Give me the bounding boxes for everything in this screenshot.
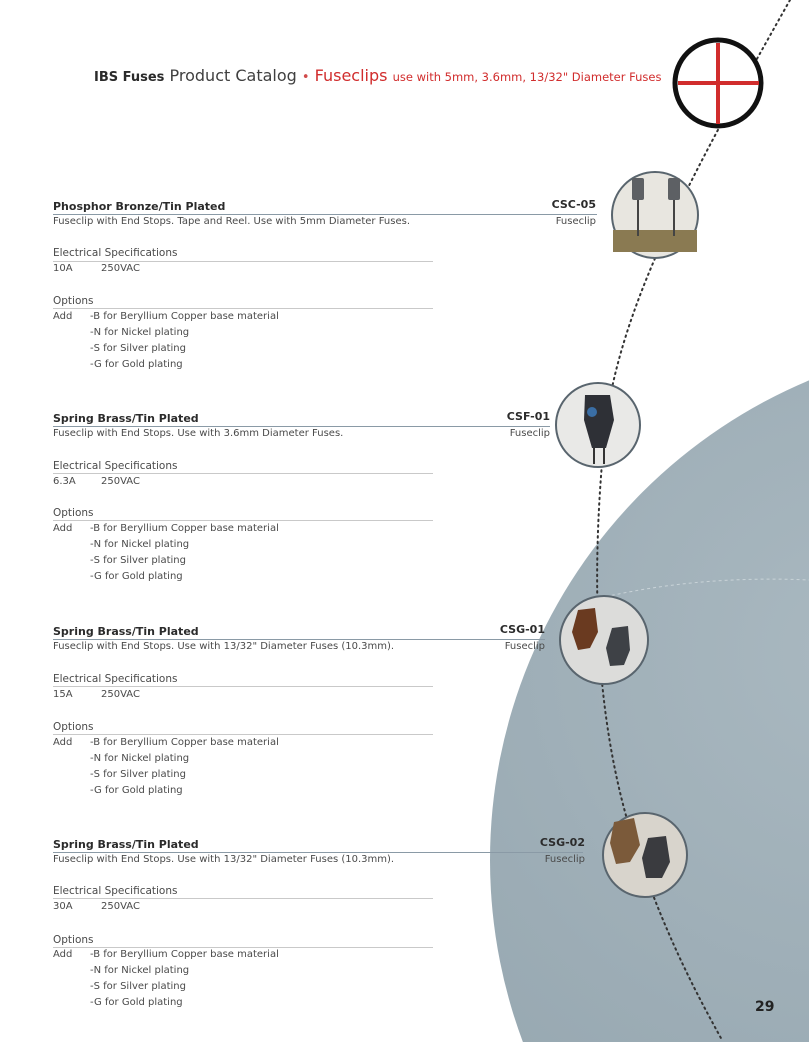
option-item: -N for Nickel plating — [90, 753, 190, 764]
csg-01-photo — [560, 596, 648, 684]
catalog-title: Product Catalog — [169, 66, 297, 85]
options-label: Options — [53, 721, 94, 733]
option-item: -G for Gold plating — [90, 785, 183, 796]
voltage-rating: 250VAC — [101, 476, 140, 487]
part-number: CSF-01 — [506, 410, 550, 423]
part-type: Fuseclip — [504, 641, 545, 652]
voltage-rating: 250VAC — [101, 263, 140, 274]
product-rule — [53, 852, 583, 853]
option-item: -N for Nickel plating — [90, 965, 190, 976]
csg-02-photo — [603, 813, 687, 897]
page-header — [94, 66, 661, 85]
option-item: -G for Gold plating — [90, 997, 183, 1008]
amp-rating: 6.3A — [53, 476, 76, 487]
voltage-rating: 250VAC — [101, 689, 140, 700]
section-divider — [53, 520, 433, 521]
option-item: -B for Beryllium Copper base material — [90, 311, 279, 322]
option-item: -B for Beryllium Copper base material — [90, 737, 279, 748]
section-divider — [53, 734, 433, 735]
option-item: -S for Silver plating — [90, 343, 186, 354]
amp-rating: 30A — [53, 901, 73, 912]
amp-rating: 15A — [53, 689, 73, 700]
part-number: CSG-01 — [499, 623, 545, 636]
option-item: -N for Nickel plating — [90, 327, 190, 338]
csc-05-photo — [612, 172, 698, 258]
electrical-specs-label: Electrical Specifications — [53, 247, 178, 259]
section-divider — [53, 308, 433, 309]
option-item: -S for Silver plating — [90, 981, 186, 992]
product-description: Fuseclip with End Stops. Use with 3.6mm Diameter Fuses. — [53, 428, 344, 439]
part-type: Fuseclip — [555, 216, 596, 227]
options-label: Options — [53, 934, 94, 946]
section-divider — [53, 947, 433, 948]
option-item: -B for Beryllium Copper base material — [90, 949, 279, 960]
product-description: Fuseclip with End Stops. Use with 13/32" Diameter Fuses (10.3mm). — [53, 854, 395, 865]
add-label: Add — [53, 737, 73, 748]
product-description: Fuseclip with End Stops. Use with 13/32" Diameter Fuses (10.3mm). — [53, 641, 395, 652]
product-material: Phosphor Bronze/Tin Plated — [53, 200, 226, 213]
electrical-specs-label: Electrical Specifications — [53, 673, 178, 685]
section-divider — [53, 898, 433, 899]
voltage-rating: 250VAC — [101, 901, 140, 912]
product-material: Spring Brass/Tin Plated — [53, 838, 199, 851]
brand-name: IBS Fuses — [94, 70, 165, 85]
globe-shape — [490, 340, 809, 1049]
add-label: Add — [53, 311, 73, 322]
electrical-specs-label: Electrical Specifications — [53, 460, 178, 472]
product-rule — [53, 639, 545, 640]
page-number: 29 — [755, 999, 775, 1015]
section-divider — [53, 686, 433, 687]
section-divider — [53, 261, 433, 262]
part-type: Fuseclip — [544, 854, 585, 865]
product-description: Fuseclip with End Stops. Tape and Reel. Use with 5mm Diameter Fuses. — [53, 216, 410, 227]
section-title: Fuseclips — [314, 66, 388, 85]
option-item: -G for Gold plating — [90, 359, 183, 370]
amp-rating: 10A — [53, 263, 73, 274]
part-type: Fuseclip — [509, 428, 550, 439]
add-label: Add — [53, 523, 73, 534]
option-item: -S for Silver plating — [90, 769, 186, 780]
product-rule — [53, 426, 550, 427]
part-number: CSC-05 — [551, 198, 596, 211]
product-material: Spring Brass/Tin Plated — [53, 412, 199, 425]
options-label: Options — [53, 295, 94, 307]
option-item: -N for Nickel plating — [90, 539, 190, 550]
add-label: Add — [53, 949, 73, 960]
section-divider — [53, 473, 433, 474]
option-item: -G for Gold plating — [90, 571, 183, 582]
section-description: use with 5mm, 3.6mm, 13/32" Diameter Fuses — [392, 70, 662, 84]
logo-crosshair-icon — [675, 40, 761, 126]
option-item: -B for Beryllium Copper base material — [90, 523, 279, 534]
electrical-specs-label: Electrical Specifications — [53, 885, 178, 897]
header-bullet: • — [301, 70, 310, 85]
product-material: Spring Brass/Tin Plated — [53, 625, 199, 638]
product-rule — [53, 214, 597, 215]
part-number: CSG-02 — [539, 836, 585, 849]
csf-01-photo — [556, 383, 640, 467]
option-item: -S for Silver plating — [90, 555, 186, 566]
options-label: Options — [53, 507, 94, 519]
